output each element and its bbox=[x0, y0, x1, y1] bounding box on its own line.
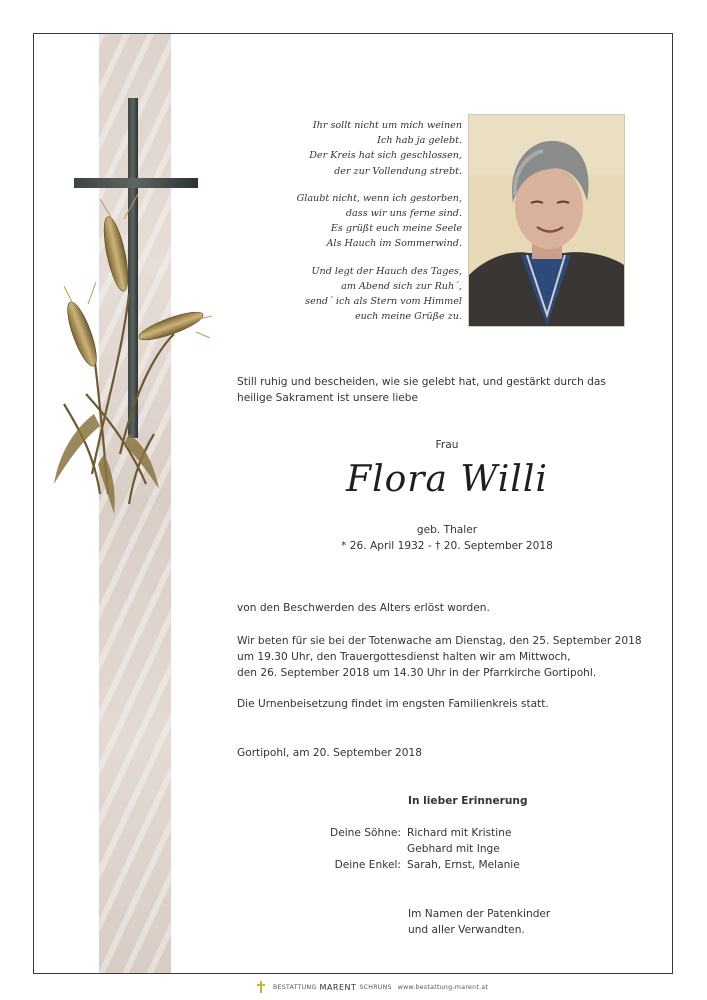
birth-name: geb. Thaler bbox=[416, 524, 478, 536]
grandchildren-label: Deine Enkel: bbox=[334, 859, 401, 871]
title-text: Frau bbox=[435, 439, 459, 451]
poem-stanza bbox=[234, 264, 462, 325]
portrait-image bbox=[469, 115, 624, 326]
poem-line: am Abend sich zur Ruh´, bbox=[341, 280, 462, 292]
poem-line: dass wir uns ferne sind. bbox=[345, 208, 462, 220]
intro-text bbox=[237, 374, 657, 406]
poem-stanza bbox=[234, 118, 462, 179]
prayer-text bbox=[237, 633, 667, 681]
poem-line: Ich hab ja gelebt. bbox=[377, 135, 462, 147]
urn-text: Die Urnenbeisetzung findet im engsten Familienkreis statt. bbox=[237, 698, 549, 710]
funeral-home-logo-icon bbox=[255, 980, 267, 994]
sons-value: Richard mit Kristine bbox=[407, 827, 512, 839]
place-date: Gortipohl, am 20. September 2018 bbox=[237, 747, 423, 759]
portrait-photo bbox=[468, 114, 625, 327]
sons-value: Gebhard mit Inge bbox=[407, 843, 500, 855]
poem-line: Ihr sollt nicht um mich weinen bbox=[312, 120, 462, 131]
life-dates: * 26. April 1932 - † 20. September 2018 bbox=[341, 540, 553, 552]
poem-stanza bbox=[234, 191, 462, 252]
memory-heading: In lieber Erinnerung bbox=[408, 795, 528, 807]
closing-line: Im Namen der Patenkinder bbox=[408, 908, 551, 920]
intro-line: Still ruhig und bescheiden, wie sie gelebt hat, und gestärkt durch das bbox=[237, 376, 606, 388]
family-row bbox=[274, 825, 634, 841]
sons-label: Deine Söhne: bbox=[330, 827, 401, 839]
poem-line: Und legt der Hauch des Tages, bbox=[311, 265, 462, 277]
cross-with-wheat-icon bbox=[34, 34, 234, 554]
footer-prefix: BESTATTUNG bbox=[273, 983, 317, 991]
footer-brand: MARENT bbox=[319, 982, 357, 992]
family-row bbox=[274, 857, 634, 873]
poem-line: Als Hauch im Sommerwind. bbox=[326, 238, 462, 250]
intro-line: heilige Sakrament ist unsere liebe bbox=[237, 392, 419, 404]
poem-line: Glaubt nicht, wenn ich gestorben, bbox=[296, 192, 462, 204]
family-row bbox=[274, 841, 634, 857]
poem-line: Es grüßt euch meine Seele bbox=[330, 223, 462, 235]
footer bbox=[255, 976, 488, 998]
closing-text bbox=[408, 906, 550, 938]
deceased-name: Flora Willi bbox=[346, 459, 548, 500]
prayer-line: Wir beten für sie bei der Totenwache am Dienstag, den 25. September 2018 bbox=[237, 635, 642, 647]
empty-label bbox=[274, 841, 407, 857]
closing-line: und aller Verwandten. bbox=[408, 924, 525, 936]
poem-line: Der Kreis hat sich geschlossen, bbox=[309, 150, 462, 162]
obituary-card bbox=[33, 33, 673, 974]
poem bbox=[234, 118, 462, 336]
prayer-line: den 26. September 2018 um 14.30 Uhr in der Pfarrkirche Gortipohl. bbox=[237, 667, 597, 679]
grandchildren-value: Sarah, Ernst, Melanie bbox=[407, 859, 520, 871]
poem-line: euch meine Grüße zu. bbox=[354, 311, 462, 323]
footer-city: SCHRUNS bbox=[359, 983, 392, 991]
released-text: von den Beschwerden des Alters erlöst worden. bbox=[237, 602, 490, 614]
prayer-line: um 19.30 Uhr, den Trauergottesdienst halten wir am Mittwoch, bbox=[237, 651, 571, 663]
family-list bbox=[274, 825, 634, 873]
poem-line: send´ ich als Stern vom Himmel bbox=[305, 296, 462, 308]
poem-line: der zur Vollendung strebt. bbox=[334, 165, 462, 177]
footer-url[interactable]: www.bestattung-marent.at bbox=[397, 983, 489, 991]
